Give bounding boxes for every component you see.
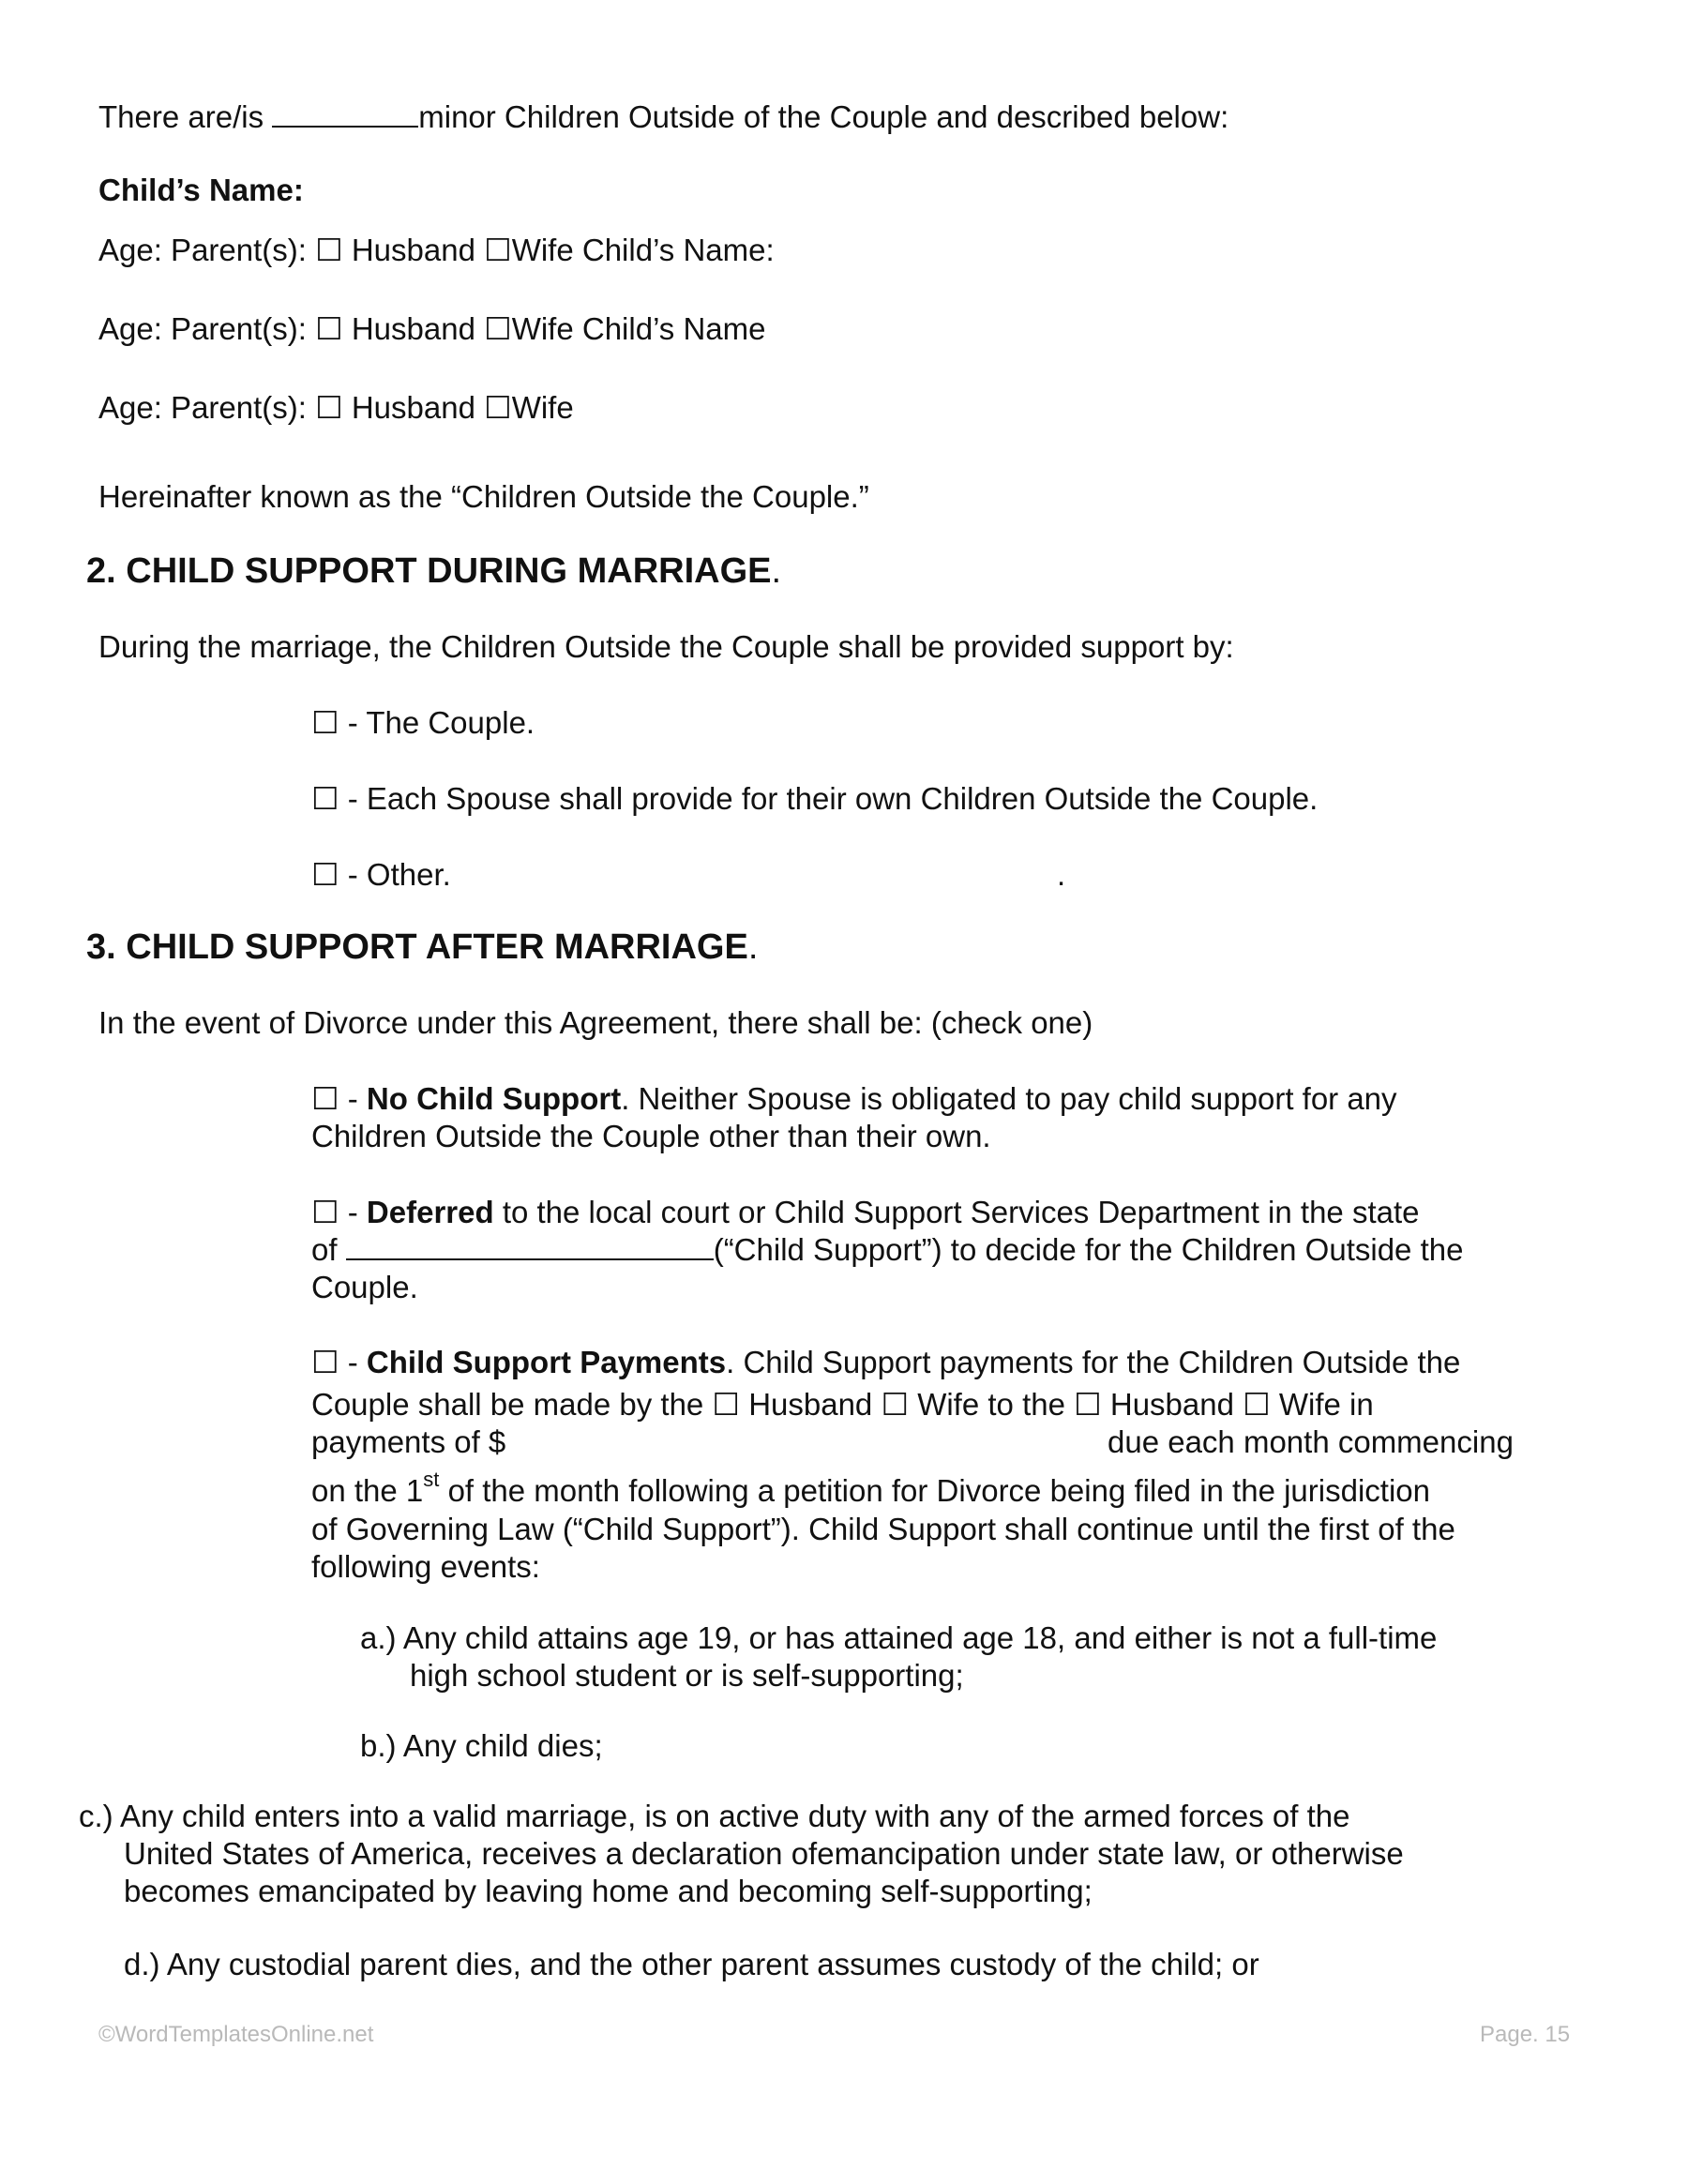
event-c-line-1: c.) Any child enters into a valid marriage, is on active duty with any of the armed forces of the [79, 1799, 1350, 1833]
section-2-option-couple: ☐ - The Couple. [311, 705, 535, 740]
child-line-3: Age: Parent(s): ☐ Husband ☐Wife [98, 390, 574, 425]
deferred-of-prefix: of [311, 1232, 346, 1267]
children-count-line [98, 98, 1228, 136]
event-c-line-2: United States of America, receives a declaration ofemancipation under state law, or otherwise [124, 1836, 1404, 1871]
footer-copyright: ©WordTemplatesOnline.net [98, 2022, 374, 2047]
payments-label: Child Support Payments [366, 1345, 727, 1379]
payments-line-4-b: of the month following a petition for Divorce being filed in the jurisdiction [439, 1473, 1430, 1508]
no-child-support-line-2: Children Outside the Couple other than their own. [311, 1119, 991, 1153]
payments-line-4 [311, 1468, 1430, 1510]
checkbox-glyph: ☐ - [311, 1345, 367, 1379]
no-child-support-text: . Neither Spouse is obligated to pay child support for any [621, 1081, 1397, 1116]
section-2-intro: During the marriage, the Children Outside the Couple shall be provided support by: [98, 629, 1234, 664]
payments-line-2: Couple shall be made by the ☐ Husband ☐ Wife to the ☐ Husband ☐ Wife in [311, 1387, 1374, 1422]
event-a-line-1: a.) Any child attains age 19, or has attained age 18, and either is not a full-time [360, 1620, 1438, 1655]
state-blank [346, 1236, 714, 1260]
option-deferred [311, 1194, 1419, 1231]
event-a-line-2: high school student or is self-supporting; [410, 1658, 964, 1693]
checkbox-glyph: ☐ - [311, 1195, 367, 1229]
event-b: b.) Any child dies; [360, 1728, 603, 1763]
childs-name-label: Child’s Name: [98, 173, 304, 207]
section-2-other-end: . [1057, 857, 1066, 892]
event-d: d.) Any custodial parent dies, and the other parent assumes custody of the child; or [124, 1947, 1259, 1981]
section-2-heading [86, 552, 781, 590]
section-2-heading-dot: . [771, 551, 782, 591]
section-2-option-other: ☐ - Other. [311, 857, 451, 892]
event-c-line-3: becomes emancipated by leaving home and becoming self-supporting; [124, 1874, 1093, 1908]
deferred-line-2 [311, 1231, 1463, 1269]
section-3-heading-dot: . [747, 927, 759, 967]
payments-line-3-left: payments of $ [311, 1424, 506, 1459]
section-2-heading-text: 2. CHILD SUPPORT DURING MARRIAGE [86, 551, 772, 591]
hereinafter-text: Hereinafter known as the “Children Outside the Couple.” [98, 479, 869, 514]
payments-line-5: of Governing Law (“Child Support”). Child Support shall continue until the first of the [311, 1512, 1455, 1546]
section-3-intro: In the event of Divorce under this Agreement, there shall be: (check one) [98, 1005, 1093, 1040]
footer-page-number: Page. 15 [1480, 2022, 1571, 2047]
checkbox-glyph: ☐ - [311, 1081, 367, 1116]
option-no-child-support [311, 1080, 1397, 1118]
child-line-1: Age: Parent(s): ☐ Husband ☐Wife Child’s Name: [98, 233, 775, 267]
section-2-option-each-spouse: ☐ - Each Spouse shall provide for their own Children Outside the Couple. [311, 781, 1319, 816]
child-line-2: Age: Parent(s): ☐ Husband ☐Wife Child’s Name [98, 311, 766, 346]
children-count-suffix: minor Children Outside of the Couple and described below: [418, 99, 1229, 134]
deferred-text: to the local court or Child Support Services Department in the state [493, 1195, 1420, 1229]
no-child-support-label: No Child Support [366, 1081, 622, 1116]
payments-text: . Child Support payments for the Children Outside the [726, 1345, 1461, 1379]
option-child-support-payments [311, 1344, 1460, 1381]
children-count-blank [272, 103, 418, 128]
deferred-label: Deferred [366, 1195, 494, 1229]
deferred-line-3: Couple. [311, 1270, 418, 1304]
payments-line-3-right: due each month commencing [1108, 1424, 1514, 1459]
section-3-heading-text: 3. CHILD SUPPORT AFTER MARRIAGE [86, 927, 748, 967]
payments-line-6: following events: [311, 1549, 540, 1584]
ordinal-suffix: st [423, 1468, 440, 1491]
children-count-prefix: There are/is [98, 99, 273, 134]
section-3-heading [86, 928, 758, 966]
deferred-line-2-text: (“Child Support”) to decide for the Children Outside the [713, 1232, 1464, 1267]
payments-line-4-a: on the 1 [311, 1473, 424, 1508]
